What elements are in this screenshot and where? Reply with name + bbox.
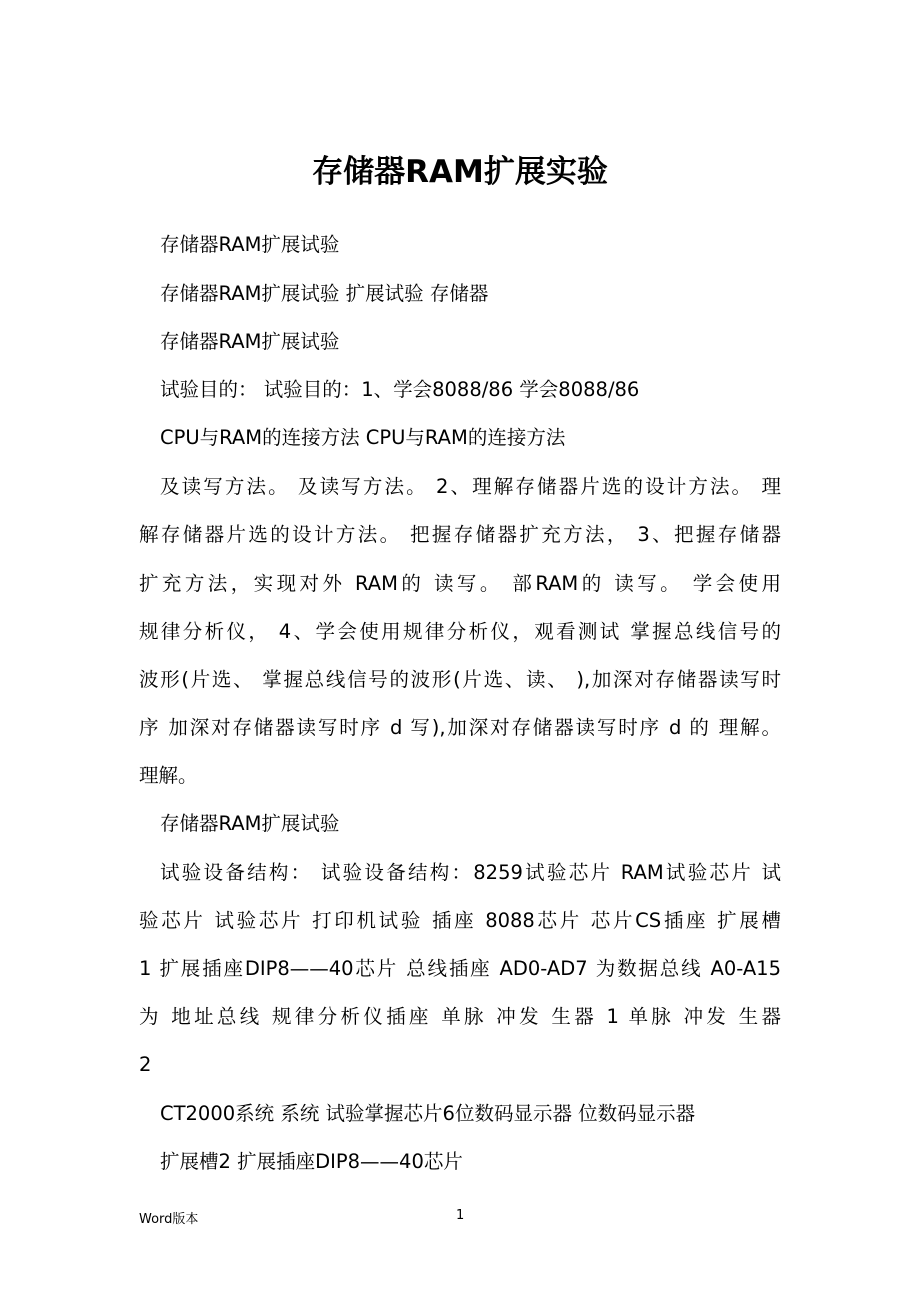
paragraph-line: 试验设备结构： 试验设备结构：8259试验芯片 RAM试验芯片 试	[160, 861, 781, 884]
paragraph-line: 序 加深对存储器读写时序 d 写),加深对存储器读写时序 d 的 理解。	[139, 716, 781, 739]
paragraph-line: 扩展槽2 扩展插座DIP8——40芯片	[160, 1150, 463, 1173]
paragraph-line: 扩充方法，实现对外 RAM的 读写。 部RAM的 读写。 学会使用	[139, 572, 781, 595]
paragraph-line: 解存储器片选的设计方法。 把握存储器扩充方法， 3、把握存储器	[139, 523, 781, 546]
paragraph-line: CT2000系统 系统 试验掌握芯片6位数码显示器 位数码显示器	[160, 1102, 696, 1125]
paragraph-line: 试验目的： 试验目的：1、学会8088/86 学会8088/86	[160, 378, 640, 401]
paragraph-line: 波形(片选、 掌握总线信号的波形(片选、读、 ),加深对存储器读写时	[139, 668, 781, 691]
paragraph-line: 存储器RAM扩展试验	[160, 812, 340, 835]
footer-label: Word版本	[139, 1212, 199, 1227]
paragraph-line: 2	[139, 1053, 152, 1076]
paragraph-line: 存储器RAM扩展试验	[160, 330, 340, 353]
paragraph-line: 及读写方法。 及读写方法。 2、理解存储器片选的设计方法。 理	[160, 475, 781, 498]
document-title: 存储器RAM扩展实验	[312, 154, 608, 190]
paragraph-line: 规律分析仪， 4、学会使用规律分析仪，观看测试 掌握总线信号的	[139, 620, 781, 643]
paragraph-line: 存储器RAM扩展试验 扩展试验 存储器	[160, 282, 489, 305]
paragraph-line: CPU与RAM的连接方法 CPU与RAM的连接方法	[160, 426, 566, 449]
paragraph-line: 验芯片 试验芯片 打印机试验 插座 8088芯片 芯片CS插座 扩展槽	[139, 909, 781, 932]
paragraph-line: 1 扩展插座DIP8——40芯片 总线插座 AD0-AD7 为数据总线 A0-A15	[139, 957, 781, 980]
page-number: 1	[456, 1208, 465, 1223]
paragraph-line: 理解。	[139, 764, 198, 787]
paragraph-line: 存储器RAM扩展试验	[160, 233, 340, 256]
paragraph-line: 为 地址总线 规律分析仪插座 单脉 冲发 生器 1 单脉 冲发 生器	[139, 1005, 781, 1028]
